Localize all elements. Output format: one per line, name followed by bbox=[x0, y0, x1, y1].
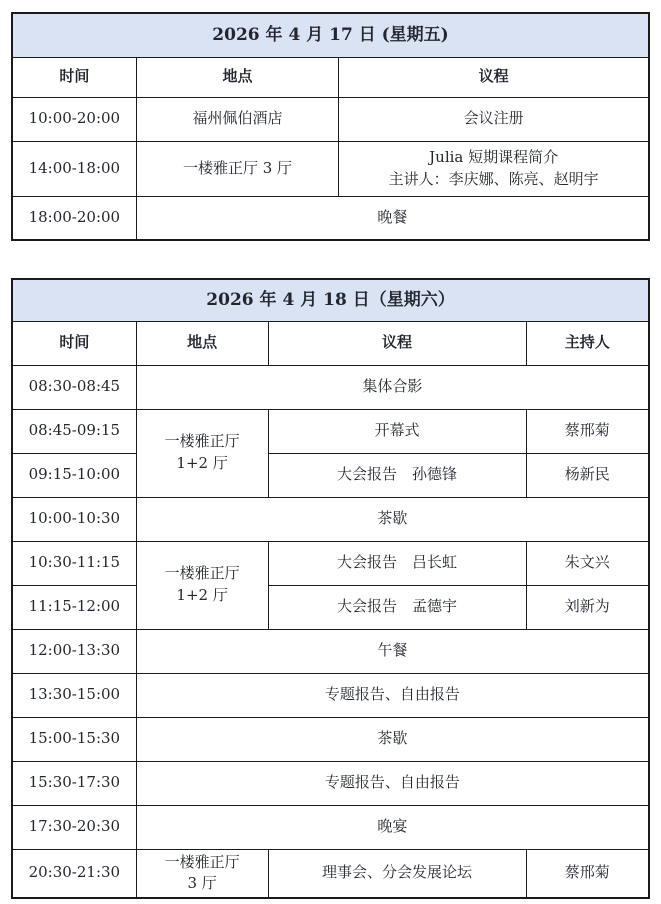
time-cell: 08:45-09:15 bbox=[12, 409, 136, 453]
time-cell: 09:15-10:00 bbox=[12, 453, 136, 497]
agenda-cell: 理事会、分会发展论坛 bbox=[268, 849, 526, 898]
time-cell: 15:30-17:30 bbox=[12, 761, 136, 805]
agenda-cell: 大会报告 吕长虹 bbox=[268, 541, 526, 585]
table-row bbox=[12, 541, 649, 585]
time-cell: 11:15-12:00 bbox=[12, 585, 136, 629]
agenda-cell bbox=[339, 141, 649, 196]
agenda-cell: 会议注册 bbox=[339, 97, 649, 141]
agenda-speakers: 主讲人：李庆娜、陈亮、赵明宇 bbox=[388, 169, 599, 188]
agenda-cell: 大会报告 孟德宇 bbox=[268, 585, 526, 629]
agenda-cell: 集体合影 bbox=[136, 365, 649, 409]
location-line: 3 厅 bbox=[187, 874, 217, 893]
location-cell bbox=[136, 541, 268, 629]
column-header-location: 地点 bbox=[136, 321, 268, 365]
time-cell: 12:00-13:30 bbox=[12, 629, 136, 673]
table-row bbox=[12, 409, 649, 453]
table-row bbox=[12, 585, 649, 629]
table-row bbox=[12, 279, 649, 321]
table-row bbox=[12, 453, 649, 497]
table-row bbox=[12, 761, 649, 805]
table-row bbox=[12, 497, 649, 541]
host-cell: 刘新为 bbox=[526, 585, 649, 629]
time-cell: 08:30-08:45 bbox=[12, 365, 136, 409]
location-cell bbox=[136, 849, 268, 898]
table-row bbox=[12, 321, 649, 365]
column-header-time: 时间 bbox=[12, 57, 136, 97]
table-row bbox=[12, 365, 649, 409]
agenda-cell: 大会报告 孙德锋 bbox=[268, 453, 526, 497]
column-header-agenda: 议程 bbox=[268, 321, 526, 365]
time-cell: 15:00-15:30 bbox=[12, 717, 136, 761]
time-cell: 10:00-10:30 bbox=[12, 497, 136, 541]
host-cell: 蔡邢菊 bbox=[526, 409, 649, 453]
table-row bbox=[12, 57, 649, 97]
table-gap bbox=[11, 241, 650, 278]
time-cell: 13:30-15:00 bbox=[12, 673, 136, 717]
time-cell: 17:30-20:30 bbox=[12, 805, 136, 849]
agenda-cell: 茶歇 bbox=[136, 497, 649, 541]
table-row bbox=[12, 196, 649, 240]
table-row bbox=[12, 629, 649, 673]
agenda-cell: 晚餐 bbox=[136, 196, 649, 240]
agenda-cell: 专题报告、自由报告 bbox=[136, 761, 649, 805]
column-header-agenda: 议程 bbox=[339, 57, 649, 97]
table-row bbox=[12, 13, 649, 57]
time-cell: 10:30-11:15 bbox=[12, 541, 136, 585]
table-row bbox=[12, 141, 649, 196]
host-cell: 蔡邢菊 bbox=[526, 849, 649, 898]
agenda-cell: 专题报告、自由报告 bbox=[136, 673, 649, 717]
schedule-table-day2 bbox=[11, 278, 650, 899]
time-cell: 18:00-20:00 bbox=[12, 196, 136, 240]
time-cell: 14:00-18:00 bbox=[12, 141, 136, 196]
agenda-title: Julia 短期课程简介 bbox=[429, 147, 559, 166]
agenda-cell: 茶歇 bbox=[136, 717, 649, 761]
date-header: 2026 年 4 月 18 日（星期六） bbox=[12, 279, 649, 321]
table-row bbox=[12, 849, 649, 898]
location-line: 一楼雅正厅 bbox=[164, 564, 240, 583]
agenda-cell: 午餐 bbox=[136, 629, 649, 673]
host-cell: 朱文兴 bbox=[526, 541, 649, 585]
location-line: 一楼雅正厅 bbox=[164, 432, 240, 451]
column-header-time: 时间 bbox=[12, 321, 136, 365]
schedule-table-day1 bbox=[11, 12, 650, 241]
location-cell: 福州佩伯酒店 bbox=[136, 97, 339, 141]
table-row bbox=[12, 97, 649, 141]
host-cell: 杨新民 bbox=[526, 453, 649, 497]
date-header: 2026 年 4 月 17 日 (星期五) bbox=[12, 13, 649, 57]
agenda-cell: 开幕式 bbox=[268, 409, 526, 453]
column-header-location: 地点 bbox=[136, 57, 339, 97]
table-row bbox=[12, 805, 649, 849]
location-line: 一楼雅正厅 bbox=[164, 852, 240, 871]
location-line: 1+2 厅 bbox=[176, 454, 228, 472]
location-cell: 一楼雅正厅 3 厅 bbox=[136, 141, 339, 196]
agenda-cell: 晚宴 bbox=[136, 805, 649, 849]
time-cell: 20:30-21:30 bbox=[12, 849, 136, 898]
table-row bbox=[12, 717, 649, 761]
location-cell bbox=[136, 409, 268, 497]
column-header-host: 主持人 bbox=[526, 321, 649, 365]
time-cell: 10:00-20:00 bbox=[12, 97, 136, 141]
location-line: 1+2 厅 bbox=[176, 586, 228, 604]
table-row bbox=[12, 673, 649, 717]
